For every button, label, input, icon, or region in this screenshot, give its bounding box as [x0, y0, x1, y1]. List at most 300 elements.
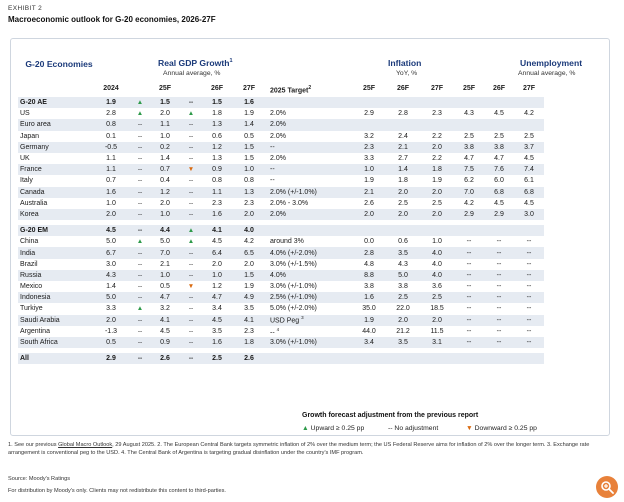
economy-name: Russia [18, 270, 92, 281]
table-row [18, 209, 544, 220]
adjustment-cell: -- [130, 209, 150, 220]
year-header-10: 26F [492, 85, 506, 92]
value-cell: 2.3 [244, 199, 254, 207]
value-cell: 4.5 [212, 238, 222, 246]
target-cell: -- $^4$ [270, 326, 280, 336]
target-cell: 5.0% (+/-2.0%) [270, 305, 317, 313]
value-cell: 6.1 [524, 177, 534, 185]
value-cell: 1.1 [150, 119, 180, 130]
up-triangle-icon: ▲ [187, 227, 195, 235]
value-cell: 7.0 [150, 247, 180, 258]
legend-downward: ▼ Downward ≥ 0.25 pp [466, 425, 537, 432]
distribution-note: For distribution by Moody's only. Clients may not redistribute this content to third-parties. [8, 488, 226, 494]
down-triangle-icon: ▼ [187, 283, 195, 291]
target-cell: around 3% [270, 238, 304, 246]
value-cell: 0.4 [160, 177, 170, 185]
value-cell: 4.7 [202, 292, 232, 303]
up-triangle-icon: ▲ [136, 110, 144, 118]
value-cell [454, 119, 484, 130]
value-cell [386, 225, 420, 236]
value-cell: 4.1 [202, 225, 232, 236]
value-cell: 1.0 [232, 164, 266, 175]
value-cell: 0.9 [150, 337, 180, 348]
value-cell [454, 225, 484, 236]
value-cell: 2.3 [244, 327, 254, 335]
value-cell [352, 353, 386, 364]
value-cell: 4.3 [92, 270, 130, 281]
gdp-subheader: Annual average, % [163, 70, 221, 77]
adjustment-cell: -- [137, 327, 143, 335]
value-cell: 2.6 [150, 353, 180, 364]
target-cell [266, 353, 352, 364]
up-triangle-icon: ▲ [187, 238, 195, 246]
target-cell: 2.0% [266, 119, 352, 130]
legend-title: Growth forecast adjustment from the previous report [302, 412, 479, 419]
economy-name: Argentina [20, 327, 50, 335]
value-cell: 2.0 [386, 187, 420, 198]
value-cell: -- [466, 327, 472, 335]
adjustment-cell: -- [130, 292, 150, 303]
value-cell: 1.1 [92, 164, 130, 175]
value-cell: -- [454, 247, 484, 258]
value-cell: -- [484, 337, 514, 348]
down-triangle-icon: ▼ [187, 166, 195, 174]
value-cell: 3.7 [514, 142, 544, 153]
value-cell [420, 225, 454, 236]
value-cell: 1.9 [364, 177, 374, 185]
value-cell [514, 225, 544, 236]
value-cell: 2.5 [386, 292, 420, 303]
value-cell: 1.4 [106, 283, 116, 291]
value-cell: -- [496, 238, 502, 246]
value-cell [514, 119, 544, 130]
economy-name: Korea [18, 209, 92, 220]
adjustment-cell [130, 303, 150, 314]
economies-header: G-20 Economies [25, 59, 93, 69]
value-cell: 0.2 [150, 142, 180, 153]
value-cell: 2.6 [364, 199, 374, 207]
value-cell: 2.5 [432, 199, 442, 207]
table-row [18, 270, 544, 281]
value-cell [352, 97, 386, 108]
adjustment-cell: -- [137, 177, 143, 185]
value-cell: 4.0 [420, 247, 454, 258]
value-cell: 3.8 [454, 142, 484, 153]
value-cell [484, 119, 514, 130]
value-cell [420, 119, 454, 130]
value-cell: 11.5 [430, 327, 444, 335]
value-cell: 2.0 [352, 209, 386, 220]
value-cell: 4.1 [150, 315, 180, 326]
adjustment-cell: -- [188, 177, 194, 185]
value-cell: 2.2 [432, 155, 442, 163]
value-cell: 3.2 [364, 132, 374, 140]
value-cell: 1.9 [92, 97, 130, 108]
adjustment-cell: -- [180, 292, 202, 303]
table-row [18, 131, 544, 142]
value-cell: 2.5 [524, 132, 534, 140]
value-cell: 3.3 [364, 155, 374, 163]
value-cell: 2.6 [232, 353, 266, 364]
value-cell: -1.3 [104, 327, 118, 335]
value-cell: 1.6 [232, 97, 266, 108]
value-cell: 1.5 [150, 97, 180, 108]
value-cell [514, 353, 544, 364]
value-cell: 21.2 [396, 327, 410, 335]
value-cell [420, 97, 454, 108]
adjustment-cell: -- [137, 283, 143, 291]
value-cell: 4.1 [232, 315, 266, 326]
value-cell: -0.5 [92, 142, 130, 153]
value-cell [484, 353, 514, 364]
value-cell: 2.3 [432, 110, 442, 118]
value-cell: 1.6 [352, 292, 386, 303]
adjustment-cell: -- [130, 142, 150, 153]
value-cell [420, 353, 454, 364]
value-cell: 1.5 [244, 155, 254, 163]
value-cell: 7.4 [514, 164, 544, 175]
value-cell: 2.9 [92, 353, 130, 364]
year-header-4: 27F [242, 85, 256, 92]
value-cell: 1.2 [202, 142, 232, 153]
adjustment-cell: -- [137, 199, 143, 207]
economy-name: Brazil [20, 260, 38, 268]
value-cell: 6.8 [484, 187, 514, 198]
value-cell: 1.9 [432, 177, 442, 185]
table-row [18, 153, 544, 164]
value-cell: 2.5 [202, 353, 232, 364]
zoom-button[interactable] [596, 476, 618, 498]
value-cell: -- [466, 260, 472, 268]
value-cell: 3.5 [212, 327, 222, 335]
adjustment-cell: -- [130, 337, 150, 348]
value-cell: -- [514, 292, 544, 303]
value-cell: 4.5 [524, 199, 534, 207]
value-cell: 35.0 [362, 305, 376, 313]
value-cell: 5.0 [106, 238, 116, 246]
value-cell [454, 97, 484, 108]
value-cell: 1.0 [106, 199, 116, 207]
economy-name: G-20 AE [18, 97, 92, 108]
economy-name: Canada [18, 187, 92, 198]
value-cell: 2.0 [212, 260, 222, 268]
economy-name: Italy [20, 177, 33, 185]
value-cell: 1.1 [106, 155, 116, 163]
economy-name: G-20 EM [18, 225, 92, 236]
adjustment-cell: -- [180, 337, 202, 348]
value-cell [484, 225, 514, 236]
value-cell: 2.4 [398, 132, 408, 140]
up-triangle-icon: ▲ [302, 425, 309, 432]
economy-name: Turkiye [20, 305, 43, 313]
value-cell: -- [454, 270, 484, 281]
value-cell: 3.0 [514, 209, 544, 220]
value-cell: 2.0 [420, 315, 454, 326]
up-triangle-icon: ▲ [136, 305, 144, 313]
value-cell: 1.4 [386, 164, 420, 175]
inflation-subheader: YoY, % [396, 70, 418, 77]
adjustment-cell: -- [180, 353, 202, 364]
value-cell: 2.0 [232, 209, 266, 220]
value-cell [484, 97, 514, 108]
value-cell: 1.9 [244, 110, 254, 118]
footnotes: 1. See our previous Global Macro Outlook, 29 August 2025. 2. The European Central Bank targets symmetric inflation of 2% over the medium term; the US Federal Reserve aims for inflation of 2% over the longer term. 3. Exchange rate arrangement is conventional peg to the USD. 4. The Central Bank of Argentina is targeting gradual disinflation under the country's IMF program. [8, 442, 590, 456]
adjustment-cell: -- [137, 132, 143, 140]
value-cell: -- [496, 327, 502, 335]
value-cell: 2.0 [386, 315, 420, 326]
economy-name: South Africa [18, 337, 92, 348]
section-row [18, 97, 544, 108]
value-cell: 2.1 [352, 187, 386, 198]
target-cell: 2.0% - 3.0% [270, 199, 309, 207]
dash-icon: -- [388, 425, 393, 432]
value-cell: 4.7 [494, 155, 504, 163]
table-row [18, 175, 544, 186]
value-cell: 8.8 [352, 270, 386, 281]
value-cell: -- [496, 260, 502, 268]
value-cell: 4.5 [494, 110, 504, 118]
adjustment-cell [130, 108, 150, 119]
value-cell: 2.9 [484, 209, 514, 220]
adjustment-cell [180, 281, 202, 292]
value-cell: -- [454, 337, 484, 348]
value-cell: 4.0 [420, 270, 454, 281]
value-cell [352, 119, 386, 130]
value-cell: 44.0 [362, 327, 376, 335]
value-cell: -- [526, 283, 532, 291]
adjustment-cell: -- [188, 132, 194, 140]
inflation-header: Inflation [388, 58, 422, 68]
value-cell: -- [454, 315, 484, 326]
value-cell: 4.2 [464, 199, 474, 207]
table-row [18, 164, 544, 175]
table-row [18, 187, 544, 198]
economy-name: All [18, 353, 92, 364]
table-row [18, 108, 544, 119]
economy-name: India [18, 247, 92, 258]
value-cell: 1.8 [420, 164, 454, 175]
value-cell: 2.1 [160, 260, 170, 268]
value-cell: 1.8 [212, 110, 222, 118]
value-cell: 2.8 [352, 247, 386, 258]
value-cell: 1.5 [202, 97, 232, 108]
adjustment-cell [130, 97, 150, 108]
economy-name: Euro area [18, 119, 92, 130]
target-cell: 4.0% [266, 270, 352, 281]
value-cell [386, 97, 420, 108]
value-cell: 4.8 [364, 260, 374, 268]
target-cell: 3.0% (+/-1.5%) [270, 260, 317, 268]
value-cell [386, 119, 420, 130]
value-cell: -- [496, 305, 502, 313]
value-cell: 4.3 [398, 260, 408, 268]
value-cell: -- [514, 337, 544, 348]
up-triangle-icon: ▲ [187, 110, 195, 118]
adjustment-cell: -- [180, 142, 202, 153]
target-footnote-ref: 2 [308, 85, 312, 91]
target-footnote-ref: 4 [276, 326, 280, 332]
value-cell: 3.5 [244, 305, 254, 313]
year-header-11: 27F [522, 85, 536, 92]
economy-name: Germany [18, 142, 92, 153]
adjustment-cell: -- [180, 187, 202, 198]
value-cell: 6.8 [514, 187, 544, 198]
value-cell: 7.0 [454, 187, 484, 198]
value-cell: 4.5 [202, 315, 232, 326]
global-macro-outlook-link[interactable]: Global Macro Outlook [58, 442, 113, 448]
gdp-header: Real GDP Growth$^1$ [158, 58, 233, 68]
value-cell: 6.2 [464, 177, 474, 185]
value-cell: 4.9 [232, 292, 266, 303]
value-cell: 2.0 [386, 209, 420, 220]
table-row [18, 337, 544, 348]
value-cell: 2.0 [160, 199, 170, 207]
value-cell: 5.0 [386, 270, 420, 281]
economy-name: Saudi Arabia [18, 315, 92, 326]
value-cell: 4.4 [150, 225, 180, 236]
value-cell: 3.1 [420, 337, 454, 348]
year-header-3: 26F [210, 85, 224, 92]
value-cell: -- [466, 238, 472, 246]
target-cell: 2.0% [266, 209, 352, 220]
economy-name: Indonesia [18, 292, 92, 303]
value-cell: 1.2 [150, 187, 180, 198]
adjustment-cell: -- [130, 247, 150, 258]
value-cell [514, 97, 544, 108]
value-cell: 4.5 [494, 199, 504, 207]
page-title: Macroeconomic outlook for G-20 economies, 2026-27F [8, 15, 216, 24]
target-cell: USD Peg $^3$ [266, 315, 352, 326]
value-cell: 1.0 [202, 270, 232, 281]
value-cell: 0.8 [244, 177, 254, 185]
value-cell: 2.5 [420, 292, 454, 303]
value-cell: 0.6 [398, 238, 408, 246]
value-cell: 1.9 [352, 315, 386, 326]
economy-name: Mexico [20, 283, 43, 291]
value-cell: 1.6 [92, 187, 130, 198]
value-cell: 2.0 [420, 209, 454, 220]
value-cell: 1.0 [160, 132, 170, 140]
target-cell: -- [266, 164, 352, 175]
value-cell: -- [514, 270, 544, 281]
value-cell: 1.0 [432, 238, 442, 246]
value-cell: 2.9 [454, 209, 484, 220]
adjustment-cell: -- [130, 187, 150, 198]
adjustment-cell: -- [180, 315, 202, 326]
value-cell [386, 353, 420, 364]
value-cell: 2.1 [386, 142, 420, 153]
value-cell: 2.0 [160, 110, 170, 118]
table-body [18, 97, 544, 364]
year-header-2: 25F [158, 85, 172, 92]
adjustment-cell [180, 108, 202, 119]
value-cell: 1.6 [202, 337, 232, 348]
value-cell: 1.0 [150, 270, 180, 281]
value-cell: -- [526, 238, 532, 246]
down-triangle-icon: ▼ [466, 425, 473, 432]
value-cell [352, 225, 386, 236]
value-cell: 0.5 [92, 337, 130, 348]
value-cell: 2.8 [106, 110, 116, 118]
adjustment-cell: -- [130, 164, 150, 175]
target-footnote-ref: 3 [301, 315, 304, 321]
value-cell: 3.2 [160, 305, 170, 313]
value-cell: 1.2 [212, 283, 222, 291]
value-cell: -- [484, 315, 514, 326]
value-cell: 3.8 [484, 142, 514, 153]
target-cell: 3.0% (+/-1.0%) [270, 283, 317, 291]
value-cell: 3.0 [106, 260, 116, 268]
value-cell: 6.4 [202, 247, 232, 258]
table-row [18, 315, 544, 326]
value-cell: 0.8 [212, 177, 222, 185]
economy-name: China [20, 238, 39, 246]
value-cell: 4.5 [92, 225, 130, 236]
table-row [18, 303, 544, 314]
value-cell: -- [526, 305, 532, 313]
adjustment-cell: -- [137, 260, 143, 268]
adjustment-cell: -- [130, 225, 150, 236]
year-header-8: 27F [430, 85, 444, 92]
value-cell: 2.2 [432, 132, 442, 140]
adjustment-cell: -- [180, 270, 202, 281]
value-cell: 7.6 [484, 164, 514, 175]
value-cell: 2.9 [364, 110, 374, 118]
value-cell: 1.8 [232, 337, 266, 348]
target-cell: 3.0% (+/-1.0%) [266, 337, 352, 348]
value-cell: 3.6 [432, 283, 442, 291]
table-row [18, 142, 544, 153]
value-cell: 3.5 [386, 247, 420, 258]
value-cell: 2.3 [212, 199, 222, 207]
adjustment-cell: -- [130, 315, 150, 326]
unemployment-header: Unemployment [520, 58, 583, 68]
value-cell: 3.8 [364, 283, 374, 291]
value-cell: -- [484, 247, 514, 258]
year-header-5: 2025 Target$^2$ [270, 85, 312, 95]
target-cell: 2.0% [270, 110, 286, 118]
value-cell: 4.0 [432, 260, 442, 268]
target-cell: 2.0% [270, 155, 286, 163]
target-cell: 4.0% (+/-2.0%) [266, 247, 352, 258]
adjustment-cell: -- [137, 155, 143, 163]
value-cell: 2.0 [244, 260, 254, 268]
adjustment-cell [130, 236, 150, 247]
value-cell: 3.8 [398, 283, 408, 291]
adjustment-cell: -- [130, 119, 150, 130]
economy-name: France [18, 164, 92, 175]
value-cell: 1.5 [232, 142, 266, 153]
value-cell: 5.0 [92, 292, 130, 303]
table-row [18, 247, 544, 258]
value-cell: 1.5 [232, 270, 266, 281]
value-cell: 2.5 [494, 132, 504, 140]
table-row [18, 119, 544, 130]
up-triangle-icon: ▲ [136, 99, 144, 107]
value-cell: -- [526, 260, 532, 268]
value-cell: 1.0 [352, 164, 386, 175]
zoom-in-icon [600, 480, 614, 494]
value-cell: 4.7 [464, 155, 474, 163]
value-cell: 6.5 [232, 247, 266, 258]
target-cell: 2.5% (+/-1.0%) [266, 292, 352, 303]
table-row [18, 259, 544, 270]
value-cell: 4.3 [464, 110, 474, 118]
value-cell: 0.9 [202, 164, 232, 175]
legend-upward: ▲ Upward ≥ 0.25 pp [302, 425, 365, 432]
value-cell: 2.3 [352, 142, 386, 153]
legend-no-adjustment: -- No adjustment [388, 425, 439, 432]
